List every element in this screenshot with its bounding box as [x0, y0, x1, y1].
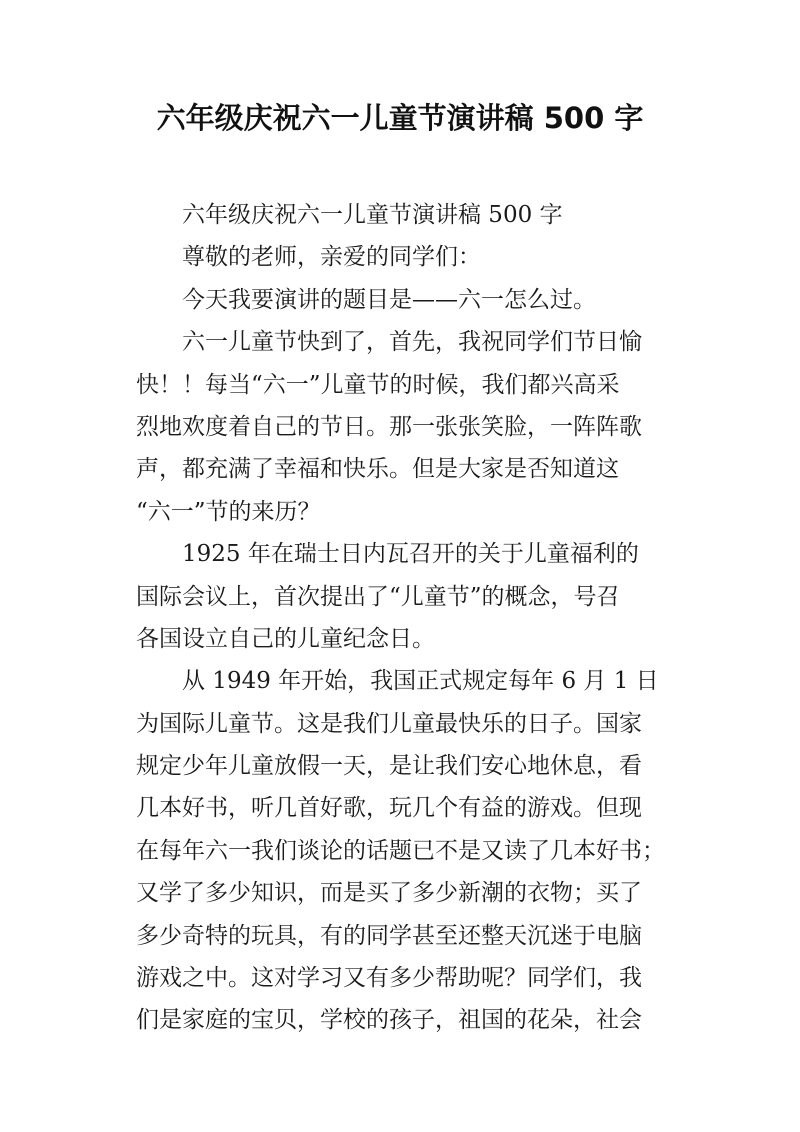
- text-line: 今天我要演讲的题目是——六一怎么过。: [182, 286, 596, 313]
- text-line: 声，都充满了幸福和快乐。但是大家是否知道这: [136, 456, 619, 483]
- text-line: 从 1949 年开始，我国正式规定每年 6 月 1 日: [182, 668, 659, 695]
- text-line: “六一”节的来历？: [136, 498, 321, 525]
- document-title: 六年级庆祝六一儿童节演讲稿 500 字: [156, 101, 644, 135]
- text-line: 尊敬的老师，亲爱的同学们：: [182, 244, 481, 271]
- text-line: 各国设立自己的儿童纪念日。: [136, 625, 435, 652]
- text-line: 几本好书，听几首好歌，玩几个有益的游戏。但现: [136, 795, 642, 822]
- text-line: 游戏之中。这对学习又有多少帮助呢？同学们，我: [136, 965, 642, 992]
- text-line: 多少奇特的玩具，有的同学甚至还整天沉迷于电脑: [136, 922, 642, 949]
- text-line: 国际会议上，首次提出了“儿童节”的概念，号召: [136, 583, 620, 610]
- document-body: [136, 194, 670, 1042]
- text-line: 六一儿童节快到了，首先，我祝同学们节日愉: [182, 329, 642, 356]
- text-line: 六年级庆祝六一儿童节演讲稿 500 字: [182, 202, 563, 228]
- text-line: 在每年六一我们谈论的话题已不是又读了几本好书；: [136, 837, 665, 864]
- text-line: 们是家庭的宝贝，学校的孩子，祖国的花朵，社会: [136, 1007, 642, 1034]
- text-line: 快！！每当“六一”儿童节的时候，我们都兴高采: [136, 371, 620, 398]
- text-line: 1925 年在瑞士日内瓦召开的关于儿童福利的: [182, 541, 639, 568]
- text-line: 为国际儿童节。这是我们儿童最快乐的日子。国家: [136, 710, 642, 737]
- text-line: 烈地欢度着自己的节日。那一张张笑脸，一阵阵歌: [136, 413, 642, 440]
- text-line: 又学了多少知识，而是买了多少新潮的衣物；买了: [136, 880, 642, 907]
- text-line: 规定少年儿童放假一天，是让我们安心地休息，看: [136, 753, 642, 780]
